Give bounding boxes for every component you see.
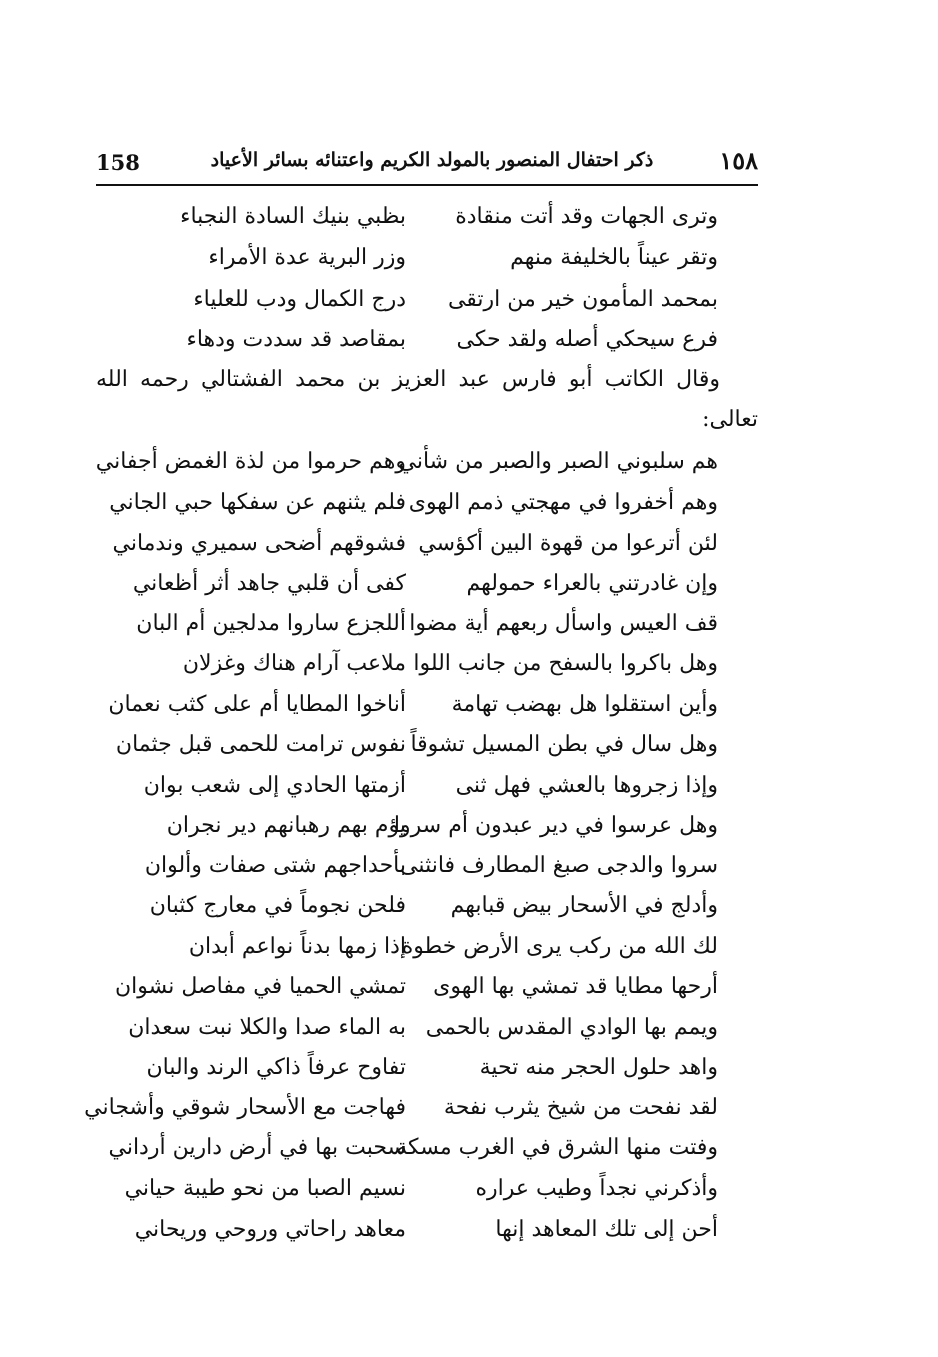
first-hemistich: هم سلبوني الصبر والصبر من شأني bbox=[398, 449, 718, 474]
second-hemistich: بأحداجهم شتى صفات وألوان bbox=[144, 853, 406, 878]
verse bbox=[96, 238, 758, 278]
second-hemistich: بمقاصد قد سددت ودهاء bbox=[186, 327, 406, 352]
intro-line: تعالى: bbox=[702, 407, 758, 432]
first-hemistich: قف العيس واسأل ربعهم أية مضوا bbox=[409, 611, 718, 636]
verse bbox=[96, 1169, 758, 1209]
first-hemistich: وترى الجهات وقد أتت منقادة bbox=[455, 204, 718, 229]
verse bbox=[96, 927, 758, 967]
verse bbox=[96, 967, 758, 1007]
verse bbox=[96, 197, 758, 237]
verse bbox=[96, 524, 758, 564]
running-title: ذكر احتفال المنصور بالمولد الكريم واعتنائه بسائر الأعياد bbox=[210, 149, 654, 171]
verse bbox=[96, 1128, 758, 1168]
first-hemistich: وإن غادرتني بالعراء حمولهم bbox=[466, 571, 718, 596]
verse bbox=[96, 685, 758, 725]
first-hemistich: وأين استقلوا هل بهضب تهامة bbox=[451, 692, 718, 717]
verse bbox=[96, 766, 758, 806]
verse bbox=[96, 1048, 758, 1088]
first-hemistich: وإذا زجروها بالعشي فهل ثنى bbox=[455, 773, 718, 798]
first-hemistich: وهل عرسوا في دير عبدون أم سروا bbox=[393, 813, 718, 838]
second-hemistich: تفاوح عرفاً ذاكي الرند والبان bbox=[146, 1055, 406, 1080]
first-hemistich: وأدلج في الأسحار بيض قبابهم bbox=[450, 893, 718, 918]
first-hemistich: وهم أخفروا في مهجتي ذمم الهوى bbox=[408, 490, 718, 515]
page-number-latin: 158 bbox=[96, 150, 140, 175]
second-hemistich: به الماء صدا والكلا نبت سعدان bbox=[128, 1015, 406, 1040]
first-hemistich: وهل سال في بطن المسيل تشوقاً bbox=[410, 732, 718, 757]
verse bbox=[96, 564, 758, 604]
page-header bbox=[96, 144, 758, 186]
verse bbox=[96, 280, 758, 320]
first-hemistich: واهد حلول الحجر منه تحية bbox=[479, 1055, 718, 1080]
verse bbox=[96, 320, 758, 360]
verse bbox=[96, 604, 758, 644]
second-hemistich: بظبي بنيك السادة النجباء bbox=[180, 204, 406, 229]
first-hemistich: وهل باكروا بالسفح من جانب اللوا bbox=[413, 651, 718, 676]
verse bbox=[96, 1210, 758, 1250]
second-hemistich: إذا زمها بدناً نواعم أبدان bbox=[188, 934, 406, 959]
verse bbox=[96, 1008, 758, 1048]
first-hemistich: لئن أترعوا من قهوة البين أكؤسي bbox=[418, 531, 718, 556]
verse bbox=[84, 1088, 758, 1128]
verse bbox=[96, 806, 758, 846]
second-hemistich: نفوس ترامت للحمى قبل جثمان bbox=[115, 732, 406, 757]
first-hemistich: لك الله من ركب يرى الأرض خطوة bbox=[401, 934, 718, 959]
verse bbox=[96, 725, 758, 765]
second-hemistich: أناخوا المطايا أم على كثب نعمان bbox=[108, 692, 406, 717]
second-hemistich: فلحن نجوماً في معارج كثبان bbox=[149, 893, 406, 918]
second-hemistich: تمشي الحميا في مفاصل نشوان bbox=[114, 974, 406, 999]
second-hemistich: نسيم الصبا من نحو طيبة حياني bbox=[124, 1176, 406, 1201]
verse bbox=[96, 442, 758, 482]
verse bbox=[96, 644, 758, 684]
second-hemistich: وزر البرية عدة الأمراء bbox=[208, 245, 406, 270]
second-hemistich: أللجزع ساروا مدلجين أم البان bbox=[136, 611, 406, 636]
second-hemistich: ملاعب آرام هناك وغزلان bbox=[182, 651, 406, 676]
first-hemistich: وأذكرني نجداً وطيب عراره bbox=[475, 1176, 718, 1201]
first-hemistich: لقد نفحت من شيخ يثرب نفحة bbox=[443, 1095, 718, 1120]
second-hemistich: فهاجت مع الأسحار شوقي وأشجاني bbox=[84, 1095, 406, 1120]
first-hemistich: أحن إلى تلك المعاهد إنها bbox=[495, 1217, 718, 1242]
first-hemistich: ويمم بها الوادي المقدس بالحمى bbox=[425, 1015, 718, 1040]
verse bbox=[96, 886, 758, 926]
second-hemistich: معاهد راحاتي وروحي وريحاني bbox=[134, 1217, 406, 1242]
first-hemistich: بمحمد المأمون خير من ارتقى bbox=[447, 287, 718, 312]
second-hemistich: كفى أن قلبي جاهد أثر أظعاني bbox=[132, 571, 406, 596]
verse bbox=[96, 846, 758, 886]
first-hemistich: فرع سيحكي أصله ولقد حكى bbox=[456, 327, 718, 352]
second-hemistich: درج الكمال ودب للعلياء bbox=[193, 287, 406, 312]
first-hemistich: وتقر عيناً بالخليفة منهم bbox=[510, 245, 718, 270]
second-hemistich: وهم حرموا من لذة الغمض أجفاني bbox=[95, 449, 406, 474]
first-hemistich: أرحها مطايا قد تمشي بها الهوى bbox=[433, 974, 718, 999]
verse bbox=[96, 483, 758, 523]
second-hemistich: سحبت بها في أرض دارين أرداني bbox=[108, 1135, 406, 1160]
first-hemistich: سروا والدجى صبغ المطارف فانثنى bbox=[400, 853, 718, 878]
first-hemistich: وفتت منها الشرق في الغرب مسكة bbox=[396, 1135, 718, 1160]
second-hemistich: أزمتها الحادي إلى شعب بوان bbox=[143, 773, 406, 798]
intro-line: وقال الكاتب أبو فارس عبد العزيز بن محمد الفشتالي رحمه الله bbox=[96, 367, 720, 392]
second-hemistich: فشوقهم أضحى سميري وندماني bbox=[112, 531, 406, 556]
second-hemistich: يؤم بهم رهبانهم دير نجران bbox=[166, 813, 406, 838]
second-hemistich: فلم يثنهم عن سفكها حبي الجاني bbox=[109, 490, 406, 515]
page-number-arabic: ١٥٨ bbox=[719, 146, 758, 175]
